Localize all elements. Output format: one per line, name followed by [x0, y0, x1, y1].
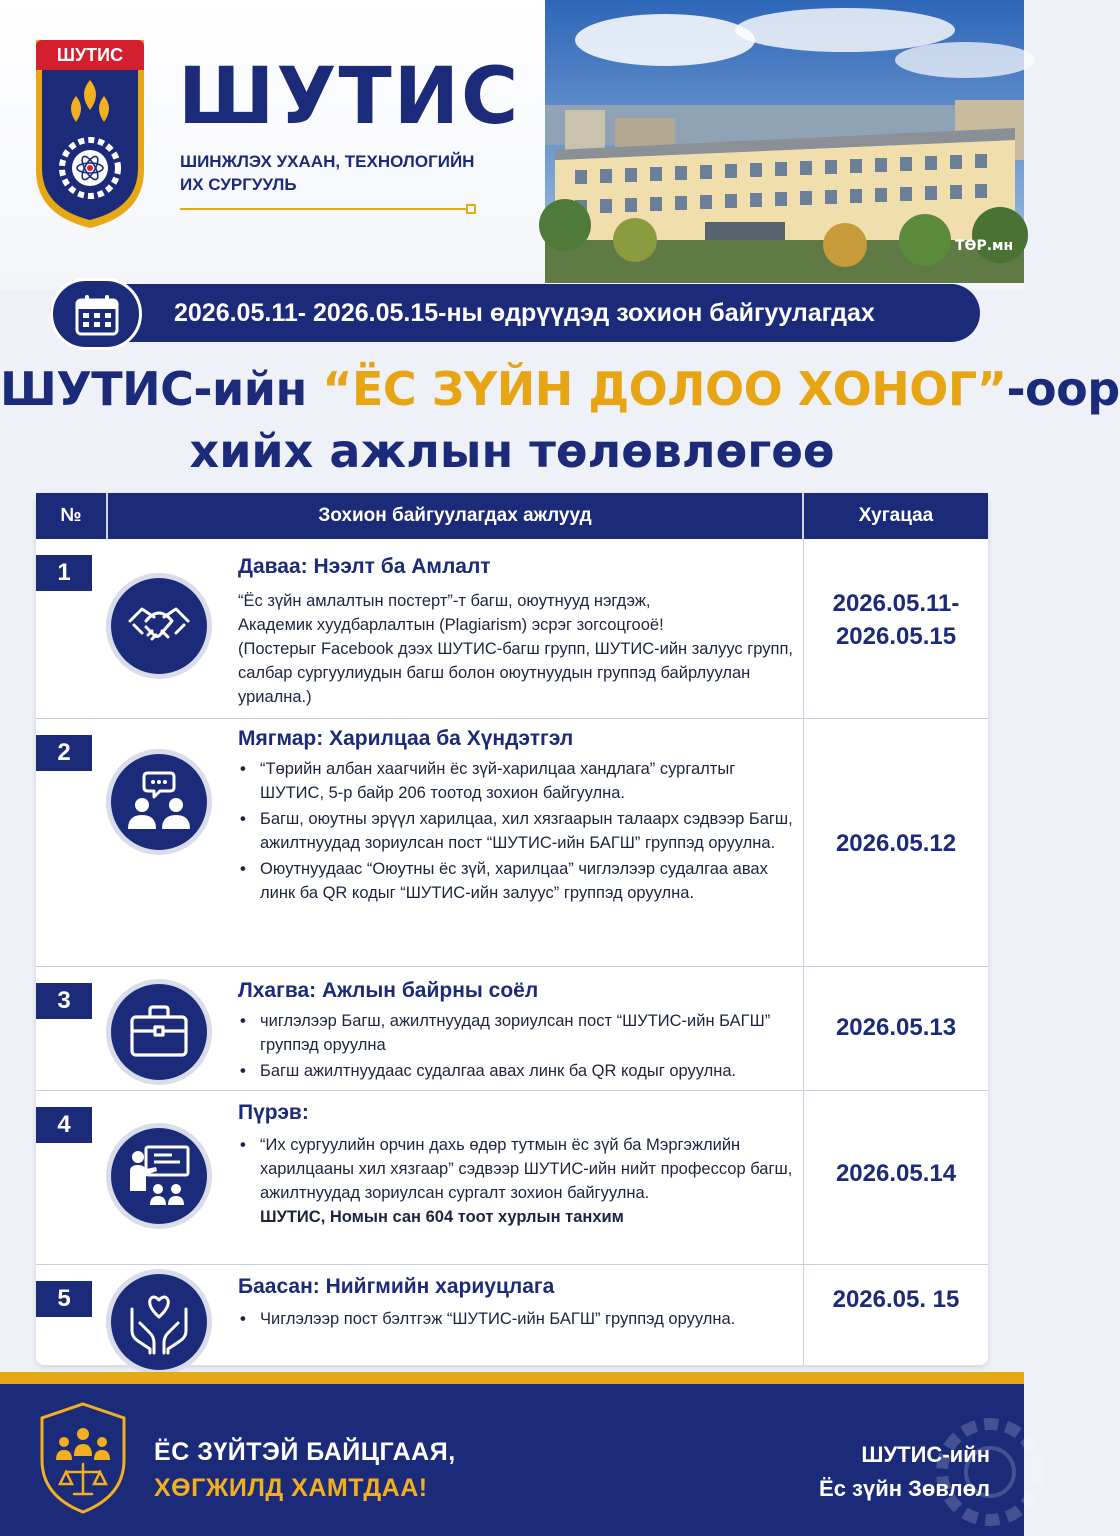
table-header — [36, 493, 988, 539]
footer-accent-band — [0, 1372, 1024, 1384]
list-item-text: “Их сургуулийн орчин дахь өдөр тутмын ёс зүй ба Мэргэжлийн харилцааны хил хязгаар” сэдвээр ШУТИС-ийн нийт профессор багш, ажилтнуудад зориулсан сургалт зохион байгуулна. — [260, 1136, 793, 1202]
logo-tag: ШУТИС — [36, 40, 144, 70]
date-banner-text: 2026.05.11- 2026.05.15-ны өдрүүдэд зохион байгуулагдах — [174, 299, 875, 327]
header — [0, 0, 1024, 290]
row-description — [238, 589, 798, 709]
footer — [0, 1372, 1024, 1536]
row-description — [238, 1009, 798, 1085]
campus-photo — [545, 0, 1024, 283]
row-title: Пүрэв: — [238, 1101, 309, 1124]
table-row — [36, 547, 988, 719]
council-line2: Ёс зүйн Зөвлөл — [818, 1476, 990, 1501]
plan-table — [36, 493, 988, 1365]
campus-building-image — [545, 0, 1024, 283]
ethics-shield-icon — [36, 1400, 130, 1516]
brand-subtitle-line2: ИХ СУРГУУЛЬ — [180, 175, 297, 194]
title-part2: -оор — [1006, 362, 1120, 416]
row-description — [238, 1133, 798, 1231]
row-description — [238, 757, 798, 907]
table-row — [36, 1099, 988, 1265]
row-date: 2026.05.11- 2026.05.15 — [832, 590, 960, 650]
table-row — [36, 1273, 988, 1365]
list-item — [238, 1133, 798, 1229]
row-date: 2026.05.13 — [835, 1014, 957, 1041]
row-text: (Постерыг Facebook дээх ШУТИС-багш групп, ШУТИС-ийн залуус групп, салбар сургуулиудын багш болон оюутнуудын группэд байрлуулан уриална.) — [238, 640, 793, 706]
list-item: • Багш ажилтнуудаас судалгаа авах линк ба QR кодыг оруулна. — [238, 1059, 798, 1083]
page-title-line2: хийх ажлын төлөвлөгөө — [189, 424, 835, 478]
row-icon-badge — [106, 1123, 212, 1229]
row-date: 2026.05.12 — [835, 830, 957, 857]
gear-icon — [930, 1412, 1050, 1532]
row-description — [238, 1307, 798, 1333]
briefcase-icon — [124, 997, 194, 1067]
row-number: 4 — [36, 1107, 92, 1143]
slogan-line1: ЁС ЗҮЙТЭЙ БАЙЦГААЯ, — [154, 1438, 456, 1466]
council-line1: ШУТИС-ийн — [861, 1442, 990, 1467]
title-highlight: “ЁС ЗҮЙН ДОЛОО ХОНОГ” — [322, 362, 1007, 416]
university-logo — [36, 40, 144, 228]
row-icon-badge — [106, 1269, 212, 1375]
brand-subtitle — [180, 150, 474, 196]
row-number: 5 — [36, 1281, 92, 1317]
venue-text: ШУТИС, Номын сан 604 тоот хурлын танхим — [260, 1208, 624, 1226]
row-icon-badge — [106, 749, 212, 855]
header-num: № — [60, 505, 82, 526]
date-banner — [50, 284, 980, 342]
calendar-icon — [75, 294, 119, 336]
photo-watermark: ТӨР.мн — [955, 238, 1014, 254]
list-item: • Чиглэлээр пост бэлтгэж “ШУТИС-ийн БАГШ” группэд оруулна. — [238, 1307, 798, 1331]
row-number: 3 — [36, 983, 92, 1019]
discussion-icon — [124, 767, 194, 837]
table-row — [36, 975, 988, 1091]
header-activities: Зохион байгуулагдах ажлууд — [318, 505, 592, 526]
handshake-icon — [124, 591, 194, 661]
brand-divider-dot — [466, 204, 476, 214]
row-date: 2026.05.14 — [835, 1160, 957, 1187]
training-icon — [124, 1141, 194, 1211]
list-item: • Оюутнуудаас “Оюутны ёс зүй, харилцаа” чиглэлээр судалгаа авах линк ба QR кодыг “ШУТИС-ийн залуус” группэд оруулна. — [238, 857, 798, 905]
row-number: 2 — [36, 735, 92, 771]
table-row — [36, 727, 988, 967]
row-text: “Ёс зүйн амлалтын постерт”-т багш, оюутнууд нэгдэж, — [238, 592, 651, 610]
row-text: Академик хуудбарлалтын (Plagiarism) эсрэг зогсоцгооё! — [238, 616, 664, 634]
row-title: Даваа: Нээлт ба Амлалт — [238, 555, 491, 578]
list-item: • “Төрийн албан хаагчийн ёс зүй-харилцаа хандлага” сургалтыг ШУТИС, 5-р байр 206 тоотод зохион байгуулна. — [238, 757, 798, 805]
hands-heart-icon — [124, 1287, 194, 1357]
brand-title: ШУТИС — [178, 52, 521, 142]
brand-divider — [180, 208, 470, 210]
row-title: Лхагва: Ажлын байрны соёл — [238, 979, 539, 1002]
header-deadline: Хугацаа — [858, 505, 934, 526]
row-number: 1 — [36, 555, 92, 591]
row-date: 2026.05. 15 — [832, 1286, 960, 1313]
list-item: • Багш, оюутны эрүүл харилцаа, хил хязгаарын талаарх сэдвээр Багш, ажилтнуудад зориулсан пост “ШУТИС-ийн БАГШ” группэд оруулна. — [238, 807, 798, 855]
calendar-badge — [50, 278, 142, 350]
row-title: Мягмар: Харилцаа ба Хүндэтгэл — [238, 727, 574, 750]
row-icon-badge — [106, 979, 212, 1085]
list-item: • чиглэлээр Багш, ажилтнуудад зориулсан пост “ШУТИС-ийн БАГШ” группэд оруулна — [238, 1009, 798, 1057]
title-part1: ШУТИС-ийн — [0, 362, 323, 416]
page-title-line1 — [0, 362, 1120, 416]
row-icon-badge — [106, 573, 212, 679]
brand-subtitle-line1: ШИНЖЛЭХ УХААН, ТЕХНОЛОГИЙН — [180, 152, 475, 171]
row-title: Баасан: Нийгмийн хариуцлага — [238, 1275, 555, 1298]
slogan-line2: ХӨГЖИЛД ХАМТДАА! — [154, 1474, 428, 1502]
